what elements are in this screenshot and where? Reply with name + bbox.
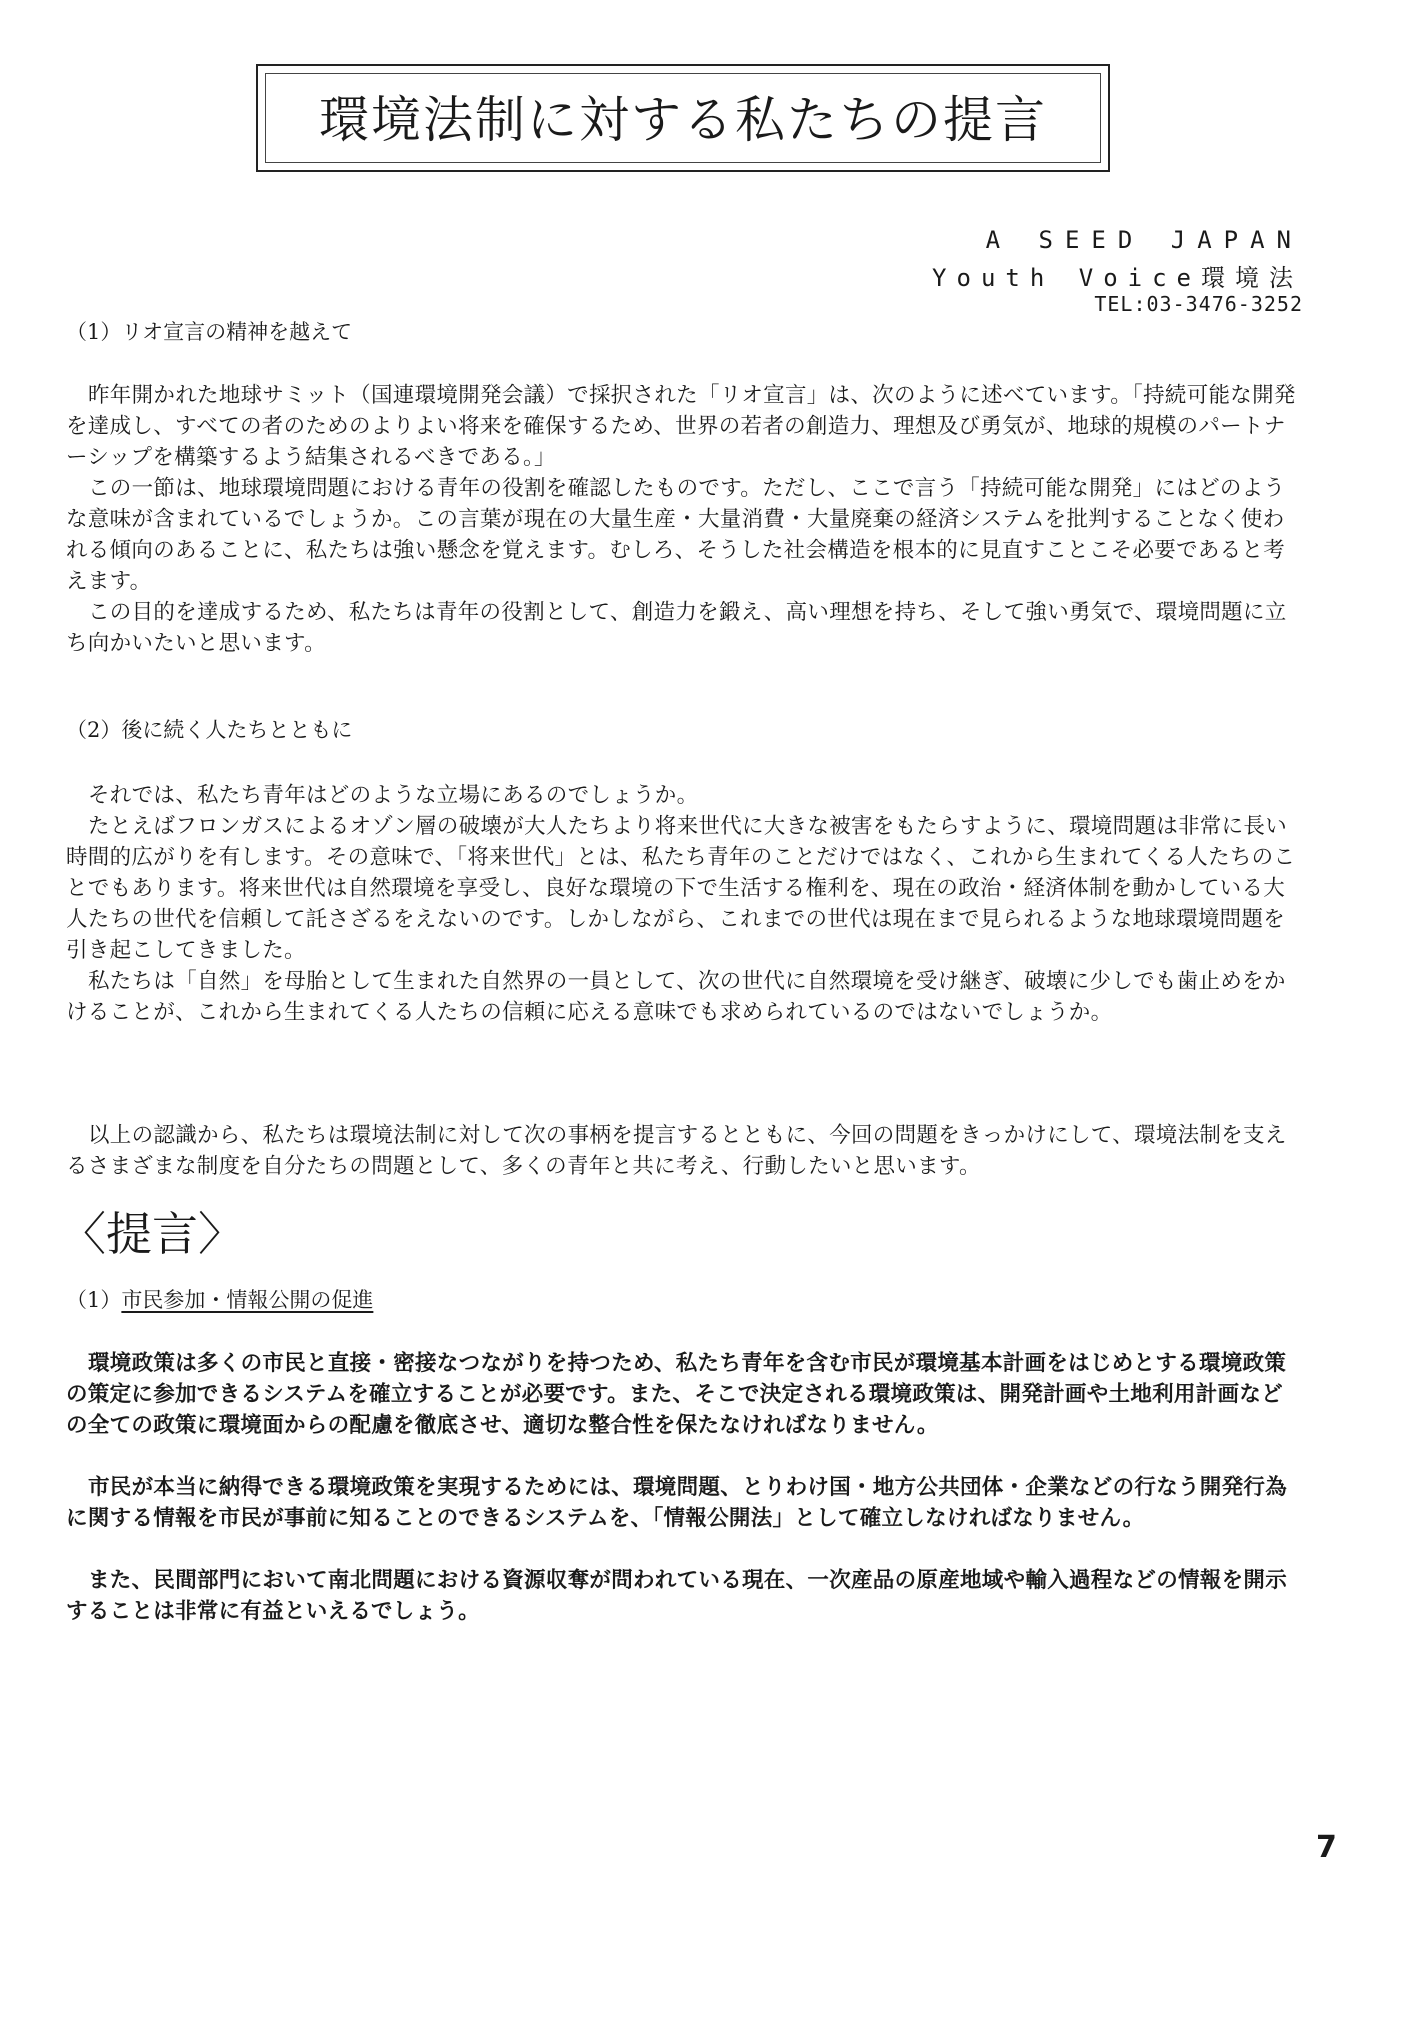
teigen-item1-title: 市民参加・情報公開の促進	[121, 1288, 374, 1312]
org-tel: TEL:03-3476-3252	[1094, 292, 1303, 316]
org-group: Youth Voice環境法	[932, 264, 1303, 292]
section1-heading: （1）リオ宣言の精神を越えて	[66, 320, 353, 344]
page-title: 環境法制に対する私たちの提言	[319, 91, 1047, 149]
section2-paragraph-2: たとえばフロンガスによるオゾン層の破壊が大人たちより将来世代に大きな被害をもたらすように、環境問題は非常に長い時間的広がりを有します。その意味で、「将来世代」とは、私たち青年のことだけではなく、これから生まれてくる人たちのことでもあります。将来世代は自然環境を享受し、良好な環境の下で生活する権利を、現在の政治・経済体制を動かしている大人たちの世代を信頼して託さざるをえないのです。しかしながら、これまでの世代は現在まで見られるような地球環境問題を引き起こしてきました。	[66, 814, 1296, 963]
conclusion-paragraph: 以上の認識から、私たちは環境法制に対して次の事柄を提言するとともに、今回の問題をきっかけにして、環境法制を支えるさまざまな制度を自分たちの問題として、多くの青年と共に考え、行動したいと思います。	[66, 1123, 1287, 1179]
section1-paragraph-3: この目的を達成するため、私たちは青年の役割として、創造力を鍛え、高い理想を持ち、そして強い勇気で、環境問題に立ち向かいたいと思います。	[66, 600, 1287, 656]
teigen-item1-number: （1）	[66, 1288, 122, 1312]
section1-paragraph-1: 昨年開かれた地球サミット（国連環境開発会議）で採択された「リオ宣言」は、次のように述べています。「持続可能な開発を達成し、すべての者のためのよりよい将来を確保するため、世界の若者の創造力、理想及び勇気が、地球的規模のパートナーシップを構築するよう結集されるべきである。」	[66, 383, 1296, 470]
teigen-paragraph-3: また、民間部門において南北問題における資源収奪が問われている現在、一次産品の原産地域や輸入過程などの情報を開示することは非常に有益といえるでしょう。	[66, 1568, 1288, 1624]
teigen-paragraph-1: 環境政策は多くの市民と直接・密接なつながりを持つため、私たち青年を含む市民が環境基本計画をはじめとする環境政策の策定に参加できるシステムを確立することが必要です。また、そこで決定される環境政策は、開発計画や土地利用計画などの全ての政策に環境面からの配慮を徹底させ、適切な整合性を保たなければなりません。	[66, 1351, 1287, 1438]
section1-paragraph-2: この一節は、地球環境問題における青年の役割を確認したものです。ただし、ここで言う「持続可能な開発」にはどのような意味が含まれているでしょうか。この言葉が現在の大量生産・大量消費・大量廃棄の経済システムを批判することなく使われる傾向のあることに、私たちは強い懸念を覚えます。むしろ、そうした社会構造を根本的に見直すことこそ必要であると考えます。	[66, 476, 1286, 594]
page-number: 7	[1316, 1830, 1337, 1865]
teigen-item1-heading	[66, 1286, 373, 1314]
org-name: A SEED JAPAN	[985, 226, 1303, 254]
teigen-heading: 〈提言〉	[60, 1207, 244, 1261]
section2-paragraph-3: 私たちは「自然」を母胎として生まれた自然界の一員として、次の世代に自然環境を受け継ぎ、破壊に少しでも歯止めをかけることが、これから生まれてくる人たちの信頼に応える意味でも求められているのではないでしょうか。	[66, 969, 1286, 1025]
section2-heading: （2）後に続く人たちとともに	[66, 718, 353, 742]
teigen-paragraph-2: 市民が本当に納得できる環境政策を実現するためには、環境問題、とりわけ国・地方公共団体・企業などの行なう開発行為に関する情報を市民が事前に知ることのできるシステムを、「情報公開法」として確立しなければなりません。	[66, 1475, 1288, 1531]
title-box	[256, 64, 1110, 172]
section2-paragraph-1: それでは、私たち青年はどのような立場にあるのでしょうか。	[88, 783, 699, 808]
